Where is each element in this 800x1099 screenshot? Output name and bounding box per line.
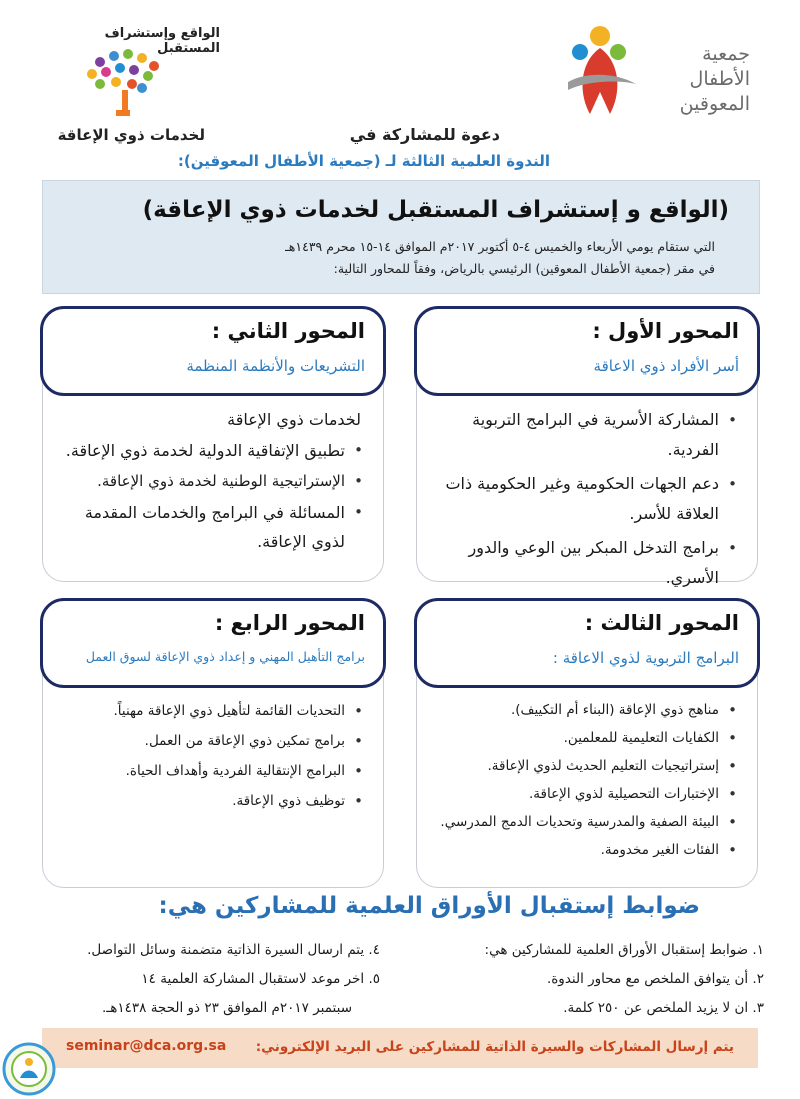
axis-topic-list xyxy=(55,697,367,817)
axis-subtitle-continuation: لخدمات ذوي الإعاقة xyxy=(227,410,361,429)
list-item: سبتمبر ٢٠١٧م الموافق ٢٣ ذو الحجة ١٤٣٨هـ. xyxy=(102,1000,352,1016)
list-item: • برامج التدخل المبكر بين الوعي والدور الأسري. xyxy=(429,533,741,593)
axis-topic-list xyxy=(429,697,741,865)
org-name-line3: المعوقين xyxy=(679,93,750,115)
footer-instruction: يتم إرسال المشاركات والسيرة الذاتية للمشاركين على البريد الإلكتروني: xyxy=(255,1039,734,1055)
list-item: • دعم الجهات الحكومية وغير الحكومية ذات العلاقة للأسر. xyxy=(429,469,741,529)
list-item: • إستراتيجيات التعليم الحديث لذوي الإعاقة. xyxy=(429,753,741,780)
axis-title: المحور الرابع : xyxy=(214,611,365,635)
list-item: • البيئة الصفية والمدرسية وتحديات الدمج المدرسي. xyxy=(429,809,741,836)
seminar-service-label: لخدمات ذوي الإعاقة xyxy=(57,126,205,144)
axis-title: المحور الثاني : xyxy=(211,319,365,343)
axis-topic-list xyxy=(429,405,741,597)
axis-header xyxy=(414,598,760,688)
list-item: • الإختبارات التحصيلية لذوي الإعاقة. xyxy=(429,781,741,808)
seminar-dates: التي ستقام يومي الأربعاء والخميس ٤-٥ أكتوبر ٢٠١٧م الموافق ١٤-١٥ محرم ١٤٣٩هـ xyxy=(285,239,715,254)
list-item: • البرامج الإنتقالية الفردية وأهداف الحياة. xyxy=(55,757,367,786)
seal-icon xyxy=(2,1042,56,1096)
organization-logo xyxy=(550,22,750,122)
list-item: • المسائلة في البرامج والخدمات المقدمة لذوي الإعاقة. xyxy=(55,498,367,556)
seminar-venue: في مقر (جمعية الأطفال المعوقين) الرئيسي بالرياض، وفقاً للمحاور التالية: xyxy=(333,261,715,276)
axis-subtitle: البرامج التربوية لذوي الاعاقة : xyxy=(552,649,739,667)
list-item: ٢. أن يتوافق الملخص مع محاور الندوة. xyxy=(546,971,764,987)
axis-card-second xyxy=(42,308,384,582)
list-item: ٣. ان لا يزيد الملخص عن ٢٥٠ كلمة. xyxy=(563,1000,764,1016)
list-item: • الإستراتيجية الوطنية لخدمة ذوي الإعاقة. xyxy=(55,467,367,496)
list-item: • التحديات القائمة لتأهيل ذوي الإعاقة مهنياً. xyxy=(55,697,367,726)
axis-header xyxy=(40,306,386,396)
list-item: • الكفايات التعليمية للمعلمين. xyxy=(429,725,741,752)
invite-title: دعوة للمشاركة في xyxy=(349,125,500,144)
list-item: ١. ضوابط إستقبال الأوراق العلمية للمشاركين هي: xyxy=(484,942,764,958)
organization-emblem-icon xyxy=(560,22,638,118)
org-name-line2: الأطفال xyxy=(689,68,750,90)
axis-card-third xyxy=(416,600,758,888)
rules-list-right xyxy=(404,936,764,1023)
tree-icon xyxy=(70,46,180,124)
axis-card-first xyxy=(416,308,758,587)
list-item: ٤. يتم ارسال السيرة الذاتية متضمنة وسائل التواصل. xyxy=(87,942,380,958)
seminar-logo xyxy=(40,18,220,148)
contact-email-link[interactable]: seminar@dca.org.sa xyxy=(66,1038,227,1054)
seminar-title: (الواقع و إستشراف المستقبل لخدمات ذوي الإعاقة) xyxy=(142,197,729,223)
list-item: • تطبيق الإتفاقية الدولية لخدمة ذوي الإعاقة. xyxy=(55,436,367,465)
axis-topic-list xyxy=(55,405,367,558)
invite-subtitle: الندوة العلمية الثالثة لـ (جمعية الأطفال المعوقين): xyxy=(177,152,550,170)
list-item: • الفئات الغير مخدومة. xyxy=(429,837,741,864)
seminar-slogan: الواقع وإستشراف المستقبل xyxy=(104,26,220,56)
seminar-banner xyxy=(42,180,760,294)
axis-subtitle: التشريعات والأنظمة المنظمة xyxy=(186,357,365,375)
axis-card-fourth xyxy=(42,600,384,888)
axis-subtitle: برامج التأهيل المهني و إعداد ذوي الإعاقة لسوق العمل xyxy=(85,649,365,664)
rules-title: ضوابط إستقبال الأوراق العلمية للمشاركين هي: xyxy=(158,893,700,919)
list-item: • المشاركة الأسرية في البرامج التربوية الفردية. xyxy=(429,405,741,465)
list-item: • توظيف ذوي الإعاقة. xyxy=(55,787,367,816)
axis-subtitle: أسر الأفراد ذوي الاعاقة xyxy=(593,357,739,375)
org-name-line1: جمعية xyxy=(702,43,750,65)
submission-footer xyxy=(42,1028,758,1068)
axis-header xyxy=(414,306,760,396)
list-item: • مناهج ذوي الإعاقة (البناء أم التكييف). xyxy=(429,697,741,724)
axis-header xyxy=(40,598,386,688)
list-item: ٥. اخر موعد لاستقبال المشاركة العلمية ١٤ xyxy=(141,971,380,987)
rules-list-left xyxy=(20,936,380,1023)
axis-title: المحور الثالث : xyxy=(584,611,739,635)
axis-title: المحور الأول : xyxy=(592,319,739,343)
list-item: • برامج تمكين ذوي الإعاقة من العمل. xyxy=(55,727,367,756)
